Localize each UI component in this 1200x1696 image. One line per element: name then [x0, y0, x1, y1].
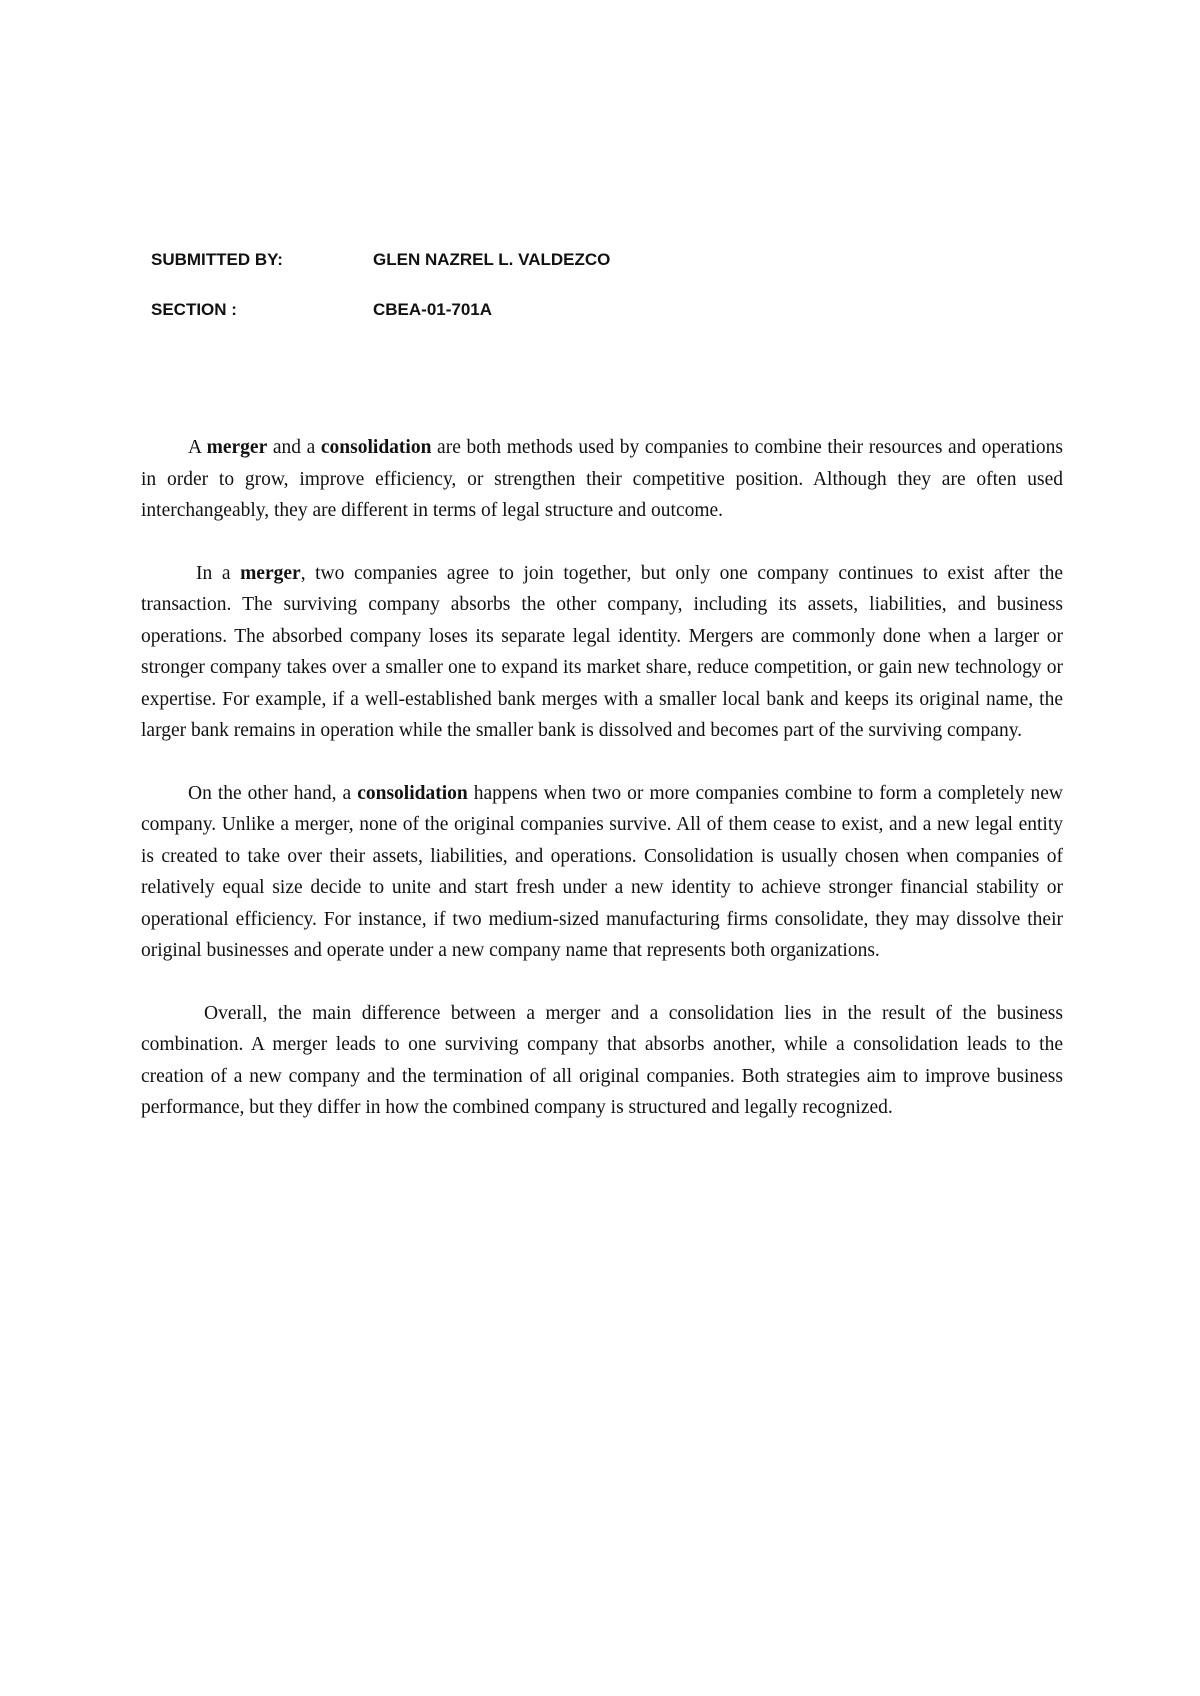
- paragraph-text: In a: [196, 562, 241, 584]
- term-consolidation: consolidation: [320, 437, 432, 458]
- paragraph-text: and a: [267, 437, 321, 458]
- section-value: CBEA-01-701A: [373, 300, 493, 319]
- paragraph-text: happens when two or more companies combine to form a completely new company. Unlike a merger, none of the original companies survive. All of them cease to exist, and a new legal entity is created to take over their assets, liabilities, and operations. Consolidation is usually chosen when companies of relatively equal size decide to unite and start fresh under a new identity to achieve stronger financial stability or operational efficiency. For instance, if two medium-sized manufacturing firms consolidate, they may dissolve their original businesses and operate under a new company name that represents both organizations.: [141, 782, 1063, 961]
- paragraph-text: Overall, the main difference between a merger and a consolidation lies in the result of the business combination. A merger leads to one surviving company that absorbs another, while a consolidation leads to the creation of a new company and the termination of all original companies. Both strategies aim to improve business performance, but they differ in how the combined company is structured and legally recognized.: [141, 1002, 1063, 1118]
- paragraph-text: are both methods used by companies to combine their resources and operations in order to grow, improve efficiency, or strengthen their competitive position. Although they are often used interchangeably, they are different in terms of legal structure and outcome.: [141, 437, 1064, 521]
- term-consolidation: consolidation: [357, 782, 468, 804]
- paragraph-consolidation: [141, 778, 1063, 967]
- submitted-by-label: SUBMITTED BY:: [151, 250, 283, 269]
- paragraph-introduction: [141, 432, 1063, 527]
- essay-body: [141, 432, 1063, 1155]
- submission-info: [151, 250, 951, 350]
- paragraph-conclusion: [141, 998, 1063, 1124]
- paragraph-text: On the other hand, a: [188, 782, 358, 804]
- submitted-by-row: [151, 250, 951, 270]
- term-merger: merger: [206, 437, 268, 458]
- section-label: SECTION :: [151, 300, 237, 319]
- submitted-by-value: GLEN NAZREL L. VALDEZCO: [373, 250, 611, 269]
- term-merger: merger: [240, 562, 301, 584]
- paragraph-text: A: [188, 437, 207, 458]
- paragraph-merger: [141, 558, 1063, 747]
- section-row: [151, 300, 951, 320]
- paragraph-text: , two companies agree to join together, but only one company continues to exist after the transaction. The surviving company absorbs the other company, including its assets, liabilities, and business operations. The absorbed company loses its separate legal identity. Mergers are commonly done when a larger or stronger company takes over a smaller one to expand its market share, reduce competition, or gain new technology or expertise. For example, if a well-established bank merges with a smaller local bank and keeps its original name, the larger bank remains in operation while the smaller bank is dissolved and becomes part of the surviving company.: [141, 562, 1064, 741]
